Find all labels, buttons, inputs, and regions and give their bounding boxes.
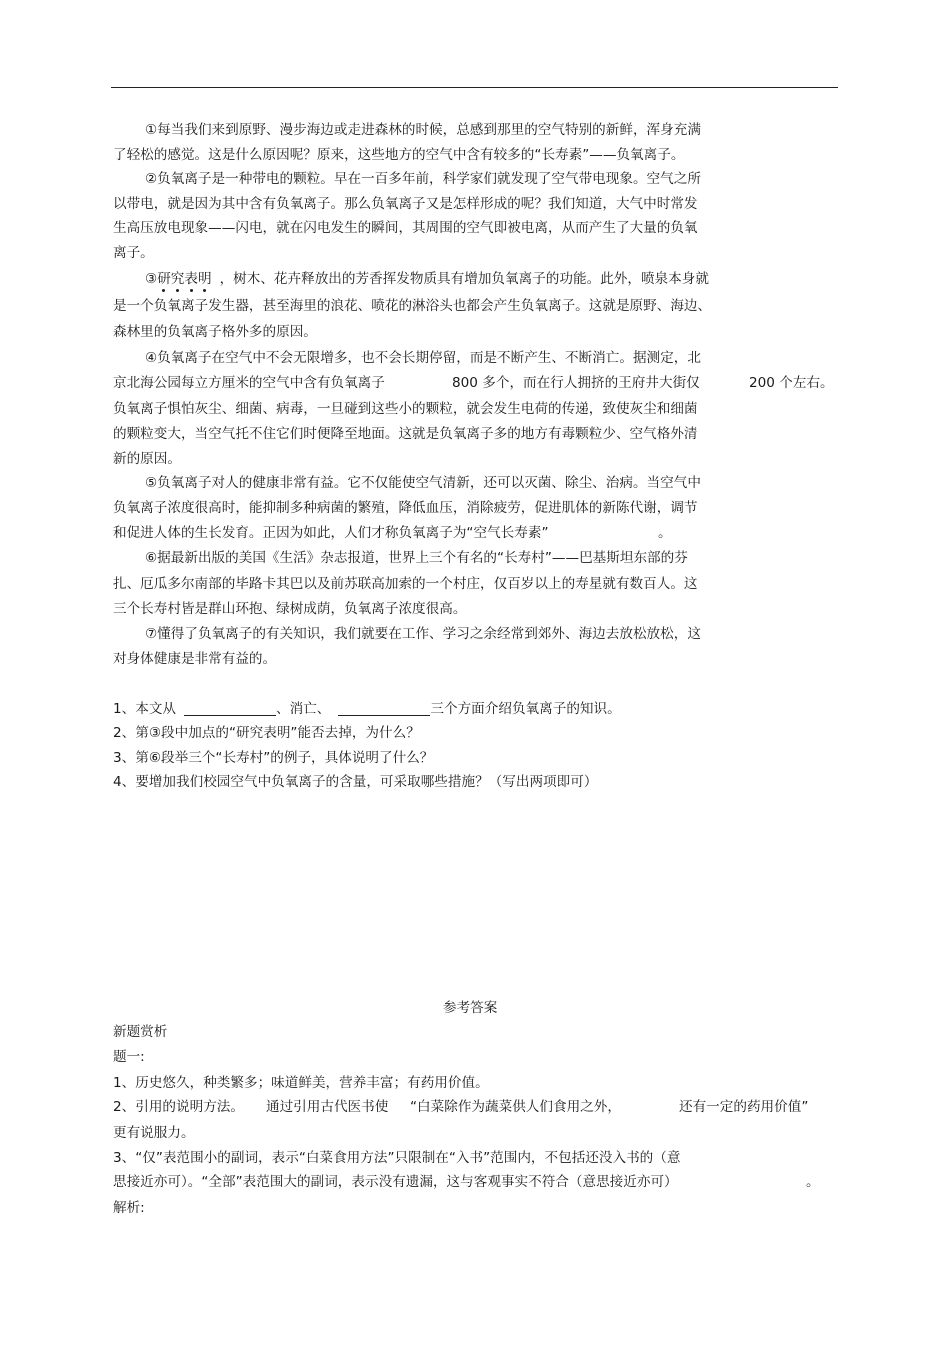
answers-section: 新题赏析 <box>113 1024 168 1040</box>
answer-2e: 更有说服力。 <box>113 1125 195 1141</box>
q1-part-c: 三个方面介绍负氧离子的知识。 <box>430 701 621 717</box>
dotted-char: 究 <box>170 271 185 287</box>
p5-line1: ⑤负氧离子对人的健康非常有益。它不仅能使空气清新，还可以灭菌、除尘、治病。当空气中 <box>145 475 701 491</box>
p7-line2: 对身体健康是非常有益的。 <box>113 651 277 667</box>
answer-blank-1[interactable] <box>184 701 276 716</box>
p1-line2: 了轻松的感觉。这是什么原因呢？原来，这些地方的空气中含有较多的“长寿素”——负氧离子。 <box>113 147 685 163</box>
answers-subheading: 题一: <box>113 1049 145 1065</box>
p5-line2: 负氧离子浓度很高时，能抑制多种病菌的繁殖，降低血压，消除疲劳，促进肌体的新陈代谢，调节 <box>113 500 698 516</box>
question-4: 4、要增加我们校园空气中负氧离子的含量，可采取哪些措施？（写出两项即可） <box>113 774 598 790</box>
header-rule <box>111 87 838 88</box>
p5-line3b: 。 <box>658 525 672 541</box>
p3-number: ③ <box>145 271 158 287</box>
answer-blank-2[interactable] <box>338 701 430 716</box>
question-1 <box>113 700 621 718</box>
answer-2b: 通过引用古代医书使 <box>266 1099 389 1115</box>
p1-line1: ①每当我们来到原野、漫步海边或走进森林的时候，总感到那里的空气特别的新鲜，浑身充满 <box>145 122 701 138</box>
p4-line3: 负氧离子惧怕灰尘、细菌、病毒，一旦碰到这些小的颗粒，就会发生电荷的传递，致使灰尘和细菌 <box>113 401 698 417</box>
p3-line1-rest: ，树木、花卉释放出的芳香挥发物质具有增加负氧离子的功能。此外，喷泉本身就 <box>219 271 709 287</box>
p4-line1: ④负氧离子在空气中不会无限增多，也不会长期停留，而是不断产生、不断消亡。据测定，北 <box>145 350 701 366</box>
q1-part-a: 1、本文从 <box>113 701 177 717</box>
answer-3-line2: 思接近亦可）。“全部”表范围大的副词，表示没有遗漏，这与客观事实不符合（意思接近亦可） <box>113 1174 678 1190</box>
answers-heading: 参考答案 <box>443 1000 498 1016</box>
answer-2a: 2、引用的说明方法。 <box>113 1099 244 1115</box>
p3-line2: 是一个负氧离子发生器，甚至海里的浪花、喷花的淋浴头也都会产生负氧离子。这就是原野、海边、 <box>113 298 712 314</box>
p2-line4: 离子。 <box>113 245 154 261</box>
p3-line3: 森林里的负氧离子格外多的原因。 <box>113 324 317 340</box>
p4-line4: 的颗粒变大，当空气托不住它们时便降至地面。这就是负氧离子多的地方有毒颗粒少、空气格外清 <box>113 426 698 442</box>
answer-1: 1、历史悠久，种类繁多；味道鲜美，营养丰富；有药用价值。 <box>113 1075 489 1091</box>
answer-3-end: 。 <box>806 1174 820 1190</box>
p3-line1 <box>145 270 709 288</box>
dotted-char: 表 <box>184 271 198 287</box>
p5-line3a: 和促进人体的生长发育。正因为如此，人们才称负氧离子为“空气长寿素” <box>113 525 549 541</box>
dotted-char: 研 <box>157 271 171 287</box>
p6-line1: ⑥据最新出版的美国《生活》杂志报道，世界上三个有名的“长寿村”——巴基斯坦东部的芬 <box>145 550 688 566</box>
p2-line2: 以带电，就是因为其中含有负氧离子。那么负氧离子又是怎样形成的呢？我们知道，大气中时常发 <box>113 196 698 212</box>
answer-3-line1: 3、“仅”表范围小的副词，表示“白菜食用方法”只限制在“入书”范围内，不包括还没入书的（意 <box>113 1150 681 1166</box>
p6-line3: 三个长寿村皆是群山环抱、绿树成荫，负氧离子浓度很高。 <box>113 601 467 617</box>
p4-line2b: 800 多个，而在行人拥挤的王府井大街仅 <box>452 375 700 391</box>
p4-line5: 新的原因。 <box>113 451 181 467</box>
question-2: 2、第③段中加点的“研究表明”能否去掉，为什么？ <box>113 725 420 741</box>
q1-part-b: 、消亡、 <box>276 701 331 717</box>
question-3: 3、第⑥段举三个“长寿村”的例子，具体说明了什么？ <box>113 750 434 766</box>
p4-line2a: 京北海公园每立方厘米的空气中含有负氧离子 <box>113 375 385 391</box>
answer-2d: 还有一定的药用价值” <box>679 1099 809 1115</box>
answer-2c: “白菜除作为蔬菜供人们食用之外， <box>410 1099 621 1115</box>
dotted-char: 明 <box>197 271 212 287</box>
p2-line3: 生高压放电现象——闪电，就在闪电发生的瞬间，其周围的空气即被电离，从而产生了大量的负氧 <box>113 220 698 236</box>
p6-line2: 扎、厄瓜多尔南部的毕路卡其巴以及前苏联高加索的一个村庄，仅百岁以上的寿星就有数百人。这 <box>113 576 698 592</box>
p4-line2c: 200 个左右。 <box>749 375 834 391</box>
p7-line1: ⑦懂得了负氧离子的有关知识，我们就要在工作、学习之余经常到郊外、海边去放松放松，这 <box>145 626 701 642</box>
p2-line1: ②负氧离子是一种带电的颗粒。早在一百多年前，科学家们就发现了空气带电现象。空气之所 <box>145 171 701 187</box>
analysis-label: 解析: <box>113 1200 145 1216</box>
